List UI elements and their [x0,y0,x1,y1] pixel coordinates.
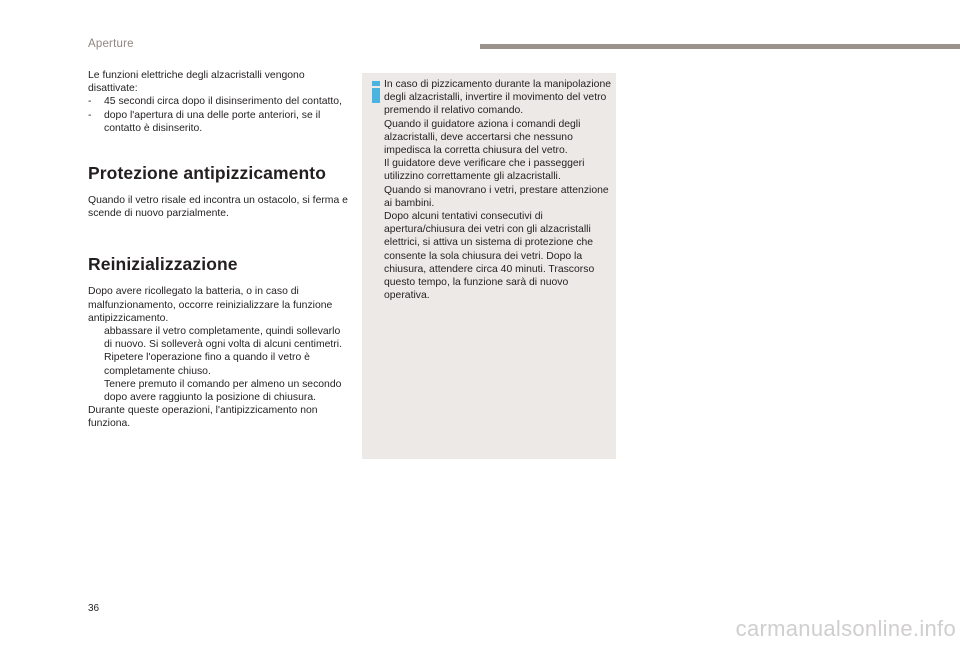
section-title: Aperture [88,38,134,50]
step-item [88,325,350,378]
watermark: carmanualsonline.info [735,616,956,641]
reinizializzazione-intro: Dopo avere ricollegato la batteria, o in caso di malfunzionamento, occorre reinizializzare la funzione antipizzicamento. [88,286,333,324]
info-paragraph: Dopo alcuni tentativi consecutivi di apertura/chiusura dei vetri con gli alzacristalli elettrici, si attiva un sistema di protezione che consente la sola chiusura dei vetri. Dopo la chiusura, attendere circa 40 minuti. Trascorso questo tempo, la funzione sarà di nuovo operativa. [384,211,595,302]
protezione-text: Quando il vetro risale ed incontra un ostacolo, si ferma e scende di nuovo parzialmente. [88,195,348,220]
dash-bullet: - [88,96,92,108]
info-paragraph: In caso di pizzicamento durante la manipolazione degli alzacristalli, invertire il movimento del vetro premendo il relativo comando. [384,79,611,117]
header-bar [480,44,960,49]
info-paragraph: Quando il guidatore aziona i comandi degli alzacristalli, deve accertarsi che nessuno impedisca la corretta chiusura del vetro. [384,118,581,157]
dash-bullet: - [88,109,92,121]
page-number: 36 [88,603,100,614]
step-text: abbassare il vetro completamente, quindi sollevarlo di nuovo. Si solleverà ogni volta di alcuni centimetri. Ripetere l'operazione fino a quando il vetro è completamente chiuso. [104,326,342,377]
list-item-text: dopo l'apertura di una delle porte anteriori, se il contatto è disinserito. [104,109,321,134]
step-item [88,378,350,404]
reinizializzazione-outro: Durante queste operazioni, l'antipizzicamento non funziona. [88,405,318,430]
left-column [88,69,350,431]
info-icon [370,81,382,103]
step-text: Tenere premuto il comando per almeno un secondo dopo avere raggiunto la posizione di chiusura. [104,378,342,404]
list-item [88,109,350,135]
info-box [362,73,616,459]
heading-protezione-antipizzicamento: Protezione antipizzicamento [88,163,327,184]
list-item-text: 45 secondi circa dopo il disinserimento del contatto, [104,96,342,108]
info-paragraph: Quando si manovrano i vetri, prestare attenzione ai bambini. [384,184,609,209]
info-text [384,78,614,302]
heading-reinizializzazione: Reinizializzazione [88,254,238,275]
intro-text: Le funzioni elettriche degli alzacristalli vengono disattivate: [88,70,305,95]
info-paragraph: Il guidatore deve verificare che i passeggeri utilizzino correttamente gli alzacristalli. [384,158,585,183]
list-item [88,95,350,108]
